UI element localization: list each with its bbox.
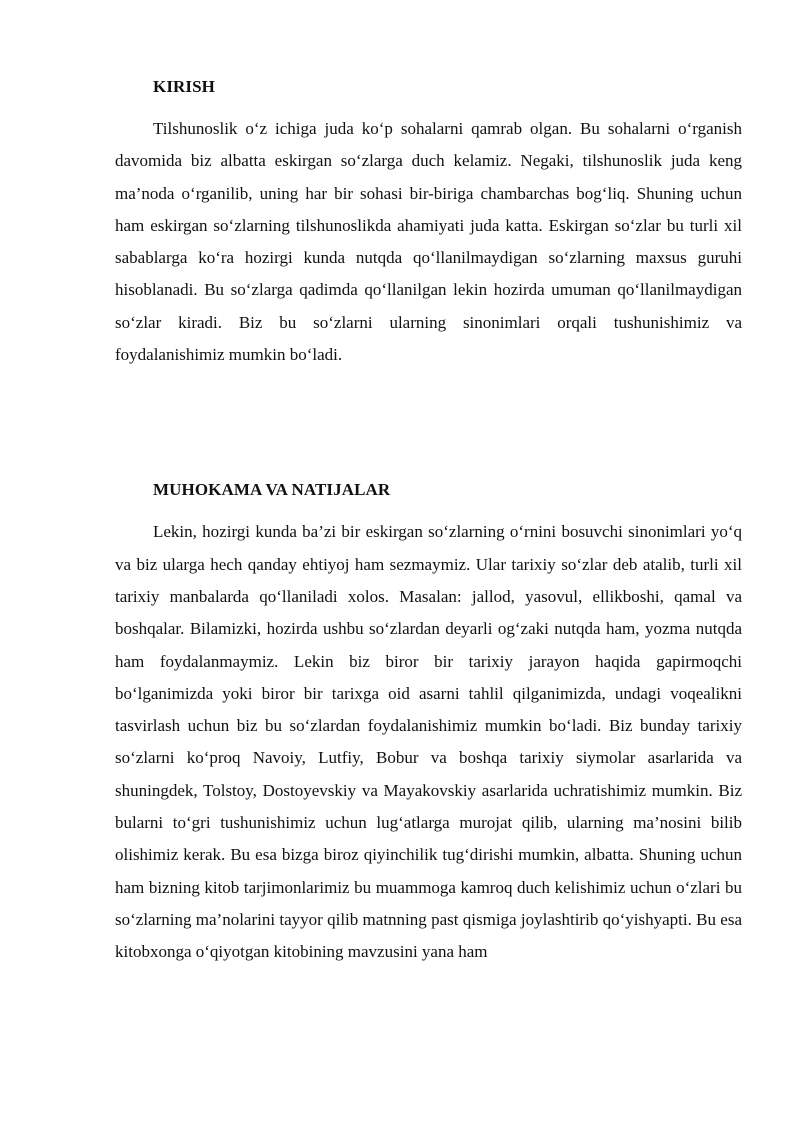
- section-heading-introduction: KIRISH: [153, 77, 216, 96]
- section-paragraph-introduction: Tilshunoslik o‘z ichiga juda ko‘p sohalarni qamrab olgan. Bu sohalarni o‘rganish davomida biz albatta eskirgan so‘zlarga duch kelamiz. Negaki, tilshunoslik juda keng ma’noda o‘rganilib, uning har bir sohasi bir-biriga chambarchas bog‘liq. Shuning uchun ham eskirgan so‘zlarning tilshunoslikda ahamiyati juda katta. Eskirgan so‘zlar bu turli xil sabablarga ko‘ra hozirgi kunda nutqda qo‘llanilmaydigan so‘zlarning maxsus guruhi hisoblanadi. Bu so‘zlarga qadimda qo‘llanilgan lekin hozirda umuman qo‘llanilmaydigan so‘zlar kiradi. Biz bu so‘zlarni ularning sinonimlari orqali tushunishimiz va foydalanishimiz mumkin bo‘ladi.: [115, 119, 742, 365]
- document-body: [115, 72, 742, 969]
- section-paragraph-discussion: Lekin, hozirgi kunda ba’zi bir eskirgan so‘zlarning o‘rnini bosuvchi sinonimlari yo‘q va biz ularga hech qanday ehtiyoj ham sezmaymiz. Ular tarixiy so‘zlar deb atalib, turli xil tarixiy manbalarda qo‘llaniladi xolos. Masalan: jallod, yasovul, ellikboshi, qamal va boshqalar. Bilamizki, hozirda ushbu so‘zlardan deyarli og‘zaki nutqda ham, yozma nutqda ham foydalanmaymiz. Lekin biz biror bir tarixiy jarayon haqida gapirmoqchi bo‘lganimizda yoki biror bir tarixga oid asarni tahlil qilganimizda, undagi voqealikni tasvirlash uchun biz bu so‘zlardan foydalanishimiz mumkin bo‘ladi. Biz bunday tarixiy so‘zlarni ko‘proq Navoiy, Lutfiy, Bobur va boshqa tarixiy siymolar asarlarida va shuningdek, Tolstoy, Dostoyevskiy va Mayakovskiy asarlarida uchratishimiz mumkin. Biz bularni to‘gri tushunishimiz uchun lug‘atlarga murojat qilib, ularning ma’nosini bilib olishimiz kerak. Bu esa bizga biroz qiyinchilik tug‘dirishi mumkin, albatta. Shuning uchun ham bizning kitob tarjimonlarimiz bu muammoga kamroq duch kelishimiz uchun o‘zlari bu so‘zlarning ma’nolarini tayyor qilib matnning past qismiga joylashtirib qo‘yishyapti. Bu esa kitobxonga o‘qiyotgan kitobining mavzusini yana ham: [115, 522, 742, 962]
- section-heading-discussion: MUHOKAMA VA NATIJALAR: [153, 480, 391, 500]
